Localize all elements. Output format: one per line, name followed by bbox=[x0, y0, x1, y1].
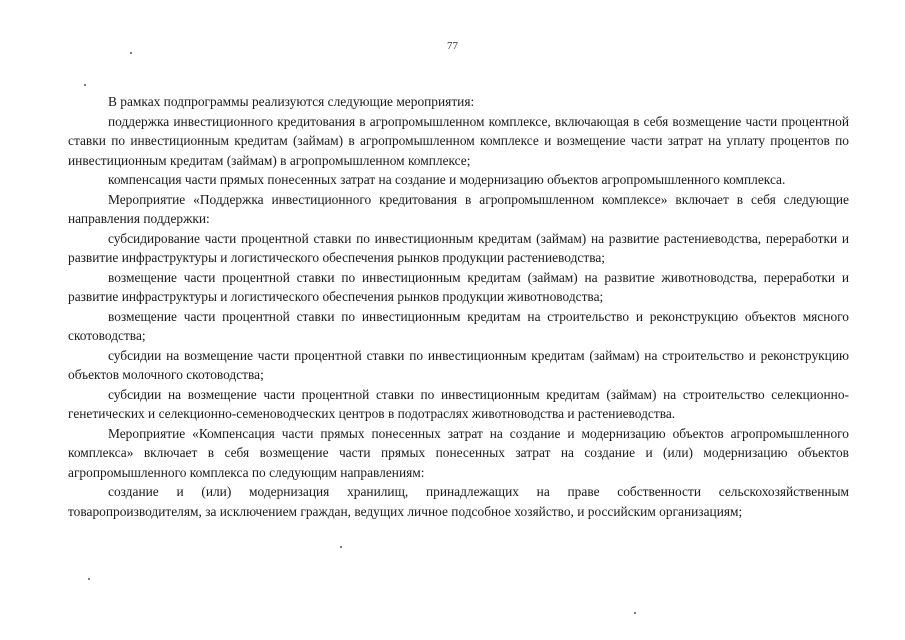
paragraph-measure-compensation: Мероприятие «Компенсация части прямых понесенных затрат на создание и модернизацию объектов агропромышленного комплекса» включает в себя возмещение части прямых понесенных затрат на создание и (или) модернизацию объектов агропромышленного комплекса по следующим направлениям: bbox=[68, 425, 849, 480]
scan-speck bbox=[84, 84, 86, 86]
paragraph-intro: В рамках подпрограммы реализуются следующие мероприятия: bbox=[108, 94, 475, 109]
body-text bbox=[68, 92, 849, 521]
paragraph-measure-investment: Мероприятие «Поддержка инвестиционного кредитования в агропромышленном комплексе» включает в себя следующие направления поддержки: bbox=[68, 191, 849, 226]
paragraph-item-investment-support: поддержка инвестиционного кредитования в агропромышленном комплексе, включающая в себя возмещение части процентной ставки по инвестиционным кредитам (займам) в агропромышленном комплексе и возмещение части затрат на уплату процентов по инвестиционным кредитам (займам) в агропромышленном комплексе; bbox=[68, 113, 849, 168]
paragraph-direction-crop: субсидирование части процентной ставки по инвестиционным кредитам (займам) на развитие растениеводства, переработки и развитие инфраструктуры и логистического обеспечения рынков продукции растениеводства; bbox=[68, 230, 849, 265]
scan-speck bbox=[130, 52, 132, 54]
paragraph-direction-meat: возмещение части процентной ставки по инвестиционным кредитам на строительство и реконструкцию объектов мясного скотоводства; bbox=[68, 308, 849, 343]
scan-speck bbox=[88, 578, 90, 580]
paragraph-direction-storage: создание и (или) модернизация хранилищ, принадлежащих на праве собственности сельскохозяйственным товаропроизводителям, за исключением граждан, ведущих личное подсобное хозяйство, и российским организациям; bbox=[68, 484, 849, 519]
paragraph-item-cost-compensation: компенсация части прямых понесенных затрат на создание и модернизацию объектов агропромышленного комплекса. bbox=[108, 172, 786, 187]
page-number: 77 bbox=[447, 40, 458, 52]
scan-speck bbox=[340, 546, 342, 548]
paragraph-direction-breeding: субсидии на возмещение части процентной ставки по инвестиционным кредитам (займам) на строительство селекционно-генетических и селекционно-семеноводческих центров в подотраслях животноводства и растениеводства. bbox=[68, 386, 849, 421]
paragraph-direction-livestock: возмещение части процентной ставки по инвестиционным кредитам (займам) на развитие животноводства, переработки и развитие инфраструктуры и логистического обеспечения рынков продукции животноводства; bbox=[68, 269, 849, 304]
scan-speck bbox=[634, 612, 636, 614]
paragraph-direction-dairy: субсидии на возмещение части процентной ставки по инвестиционным кредитам (займам) на строительство и реконструкцию объектов молочного скотоводства; bbox=[68, 347, 849, 382]
